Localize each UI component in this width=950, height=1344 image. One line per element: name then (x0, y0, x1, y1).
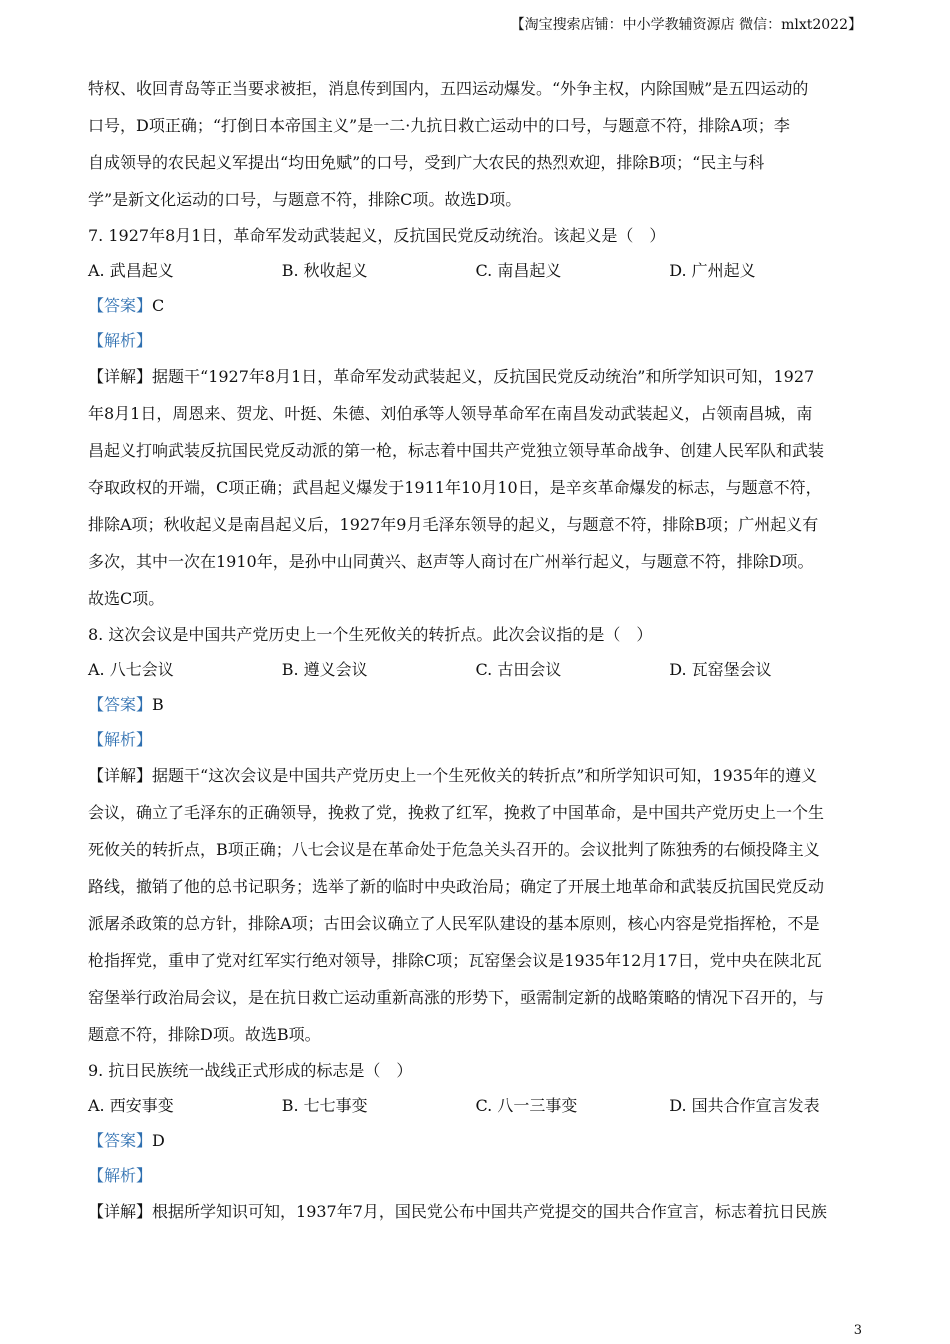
intro-line: 自成领导的农民起义军提出“均田免赋”的口号，受到广大农民的热烈欢迎，排除B项；“民主与科 (88, 153, 765, 172)
detail-line: 派屠杀政策的总方针，排除A项；古田会议确立了人民军队建设的基本原则，核心内容是党指挥枪，不是 (88, 914, 820, 933)
intro-line: 学”是新文化运动的口号，与题意不符，排除C项。故选D项。 (88, 190, 522, 209)
options-row (88, 652, 863, 687)
detail-label: 【详解】 (88, 766, 153, 785)
option-b: B. 秋收起义 (281, 261, 368, 280)
detail-text: 据题干“这次会议是中国共产党历史上一个生死攸关的转折点”和所学知识可知，1935年的遵义 (152, 766, 818, 785)
option-b: B. 遵义会议 (281, 660, 368, 679)
intro-paragraph (88, 70, 863, 218)
detail-line: 多次，其中一次在1910年，是孙中山同黄兴、赵声等人商讨在广州举行起义，与题意不符，排除D项。 (88, 552, 814, 571)
question-8 (88, 617, 863, 1053)
option-c: C. 八一三事变 (475, 1096, 578, 1115)
detail-line: 枪指挥党，重申了党对红军实行绝对领导，排除C项；瓦窑堡会议是1935年12月17日，党中央在陕北瓦 (88, 951, 822, 970)
detail-text: 据题干“1927年8月1日，革命军发动武装起义，反抗国民党反动统治”和所学知识可知，1927 (152, 367, 815, 386)
answer-value: D (152, 1131, 165, 1150)
option-d: D. 广州起义 (669, 261, 756, 280)
detail-line: 夺取政权的开端，C项正确；武昌起义爆发于1911年10月10日，是辛亥革命爆发的标志，与题意不符， (88, 478, 822, 497)
document-body (88, 70, 863, 1230)
detail-line: 故选C项。 (88, 589, 165, 608)
option-d: D. 瓦窑堡会议 (669, 660, 772, 679)
header-watermark-note: 【淘宝搜索店铺：中小学教辅资源店 微信：mlxt2022】 (510, 17, 862, 33)
answer-line (88, 687, 863, 722)
question-7 (88, 218, 863, 617)
detail-line: 年8月1日，周恩来、贺龙、叶挺、朱德、刘伯承等人领导革命军在南昌发动武装起义，占领南昌城，南 (88, 404, 813, 423)
detail-line (88, 1193, 863, 1230)
detail-line: 窑堡举行政治局会议，是在抗日救亡运动重新高涨的形势下，亟需制定新的战略策略的情况下召开的，与 (88, 988, 825, 1007)
detail-label: 【详解】 (88, 367, 153, 386)
detail-line: 会议，确立了毛泽东的正确领导，挽救了党，挽救了红军，挽救了中国革命，是中国共产党历史上一个生 (88, 803, 825, 822)
detail-label: 【详解】 (88, 1202, 153, 1221)
detail-line: 题意不符，排除D项。故选B项。 (88, 1025, 321, 1044)
answer-value: C (152, 296, 165, 315)
detail-line (88, 757, 863, 794)
option-a: A. 武昌起义 (88, 261, 174, 280)
question-stem: 9. 抗日民族统一战线正式形成的标志是（ ） (88, 1061, 413, 1080)
option-b: B. 七七事变 (281, 1096, 368, 1115)
option-c: C. 古田会议 (475, 660, 562, 679)
answer-value: B (152, 695, 164, 714)
option-a: A. 西安事变 (88, 1096, 174, 1115)
option-d: D. 国共合作宣言发表 (669, 1096, 820, 1115)
detail-text: 根据所学知识可知，1937年7月，国民党公布中国共产党提交的国共合作宣言，标志着抗日民族 (152, 1202, 827, 1221)
analysis-label: 【解析】 (88, 331, 153, 350)
page-number: 3 (853, 1323, 862, 1338)
intro-line: 口号，D项正确；“打倒日本帝国主义”是一二·九抗日救亡运动中的口号，与题意不符，排除A项；李 (88, 116, 790, 135)
options-row (88, 253, 863, 288)
answer-label: 【答案】 (88, 695, 153, 714)
answer-line (88, 288, 863, 323)
option-a: A. 八七会议 (88, 660, 174, 679)
question-stem: 8. 这次会议是中国共产党历史上一个生死攸关的转折点。此次会议指的是（ ） (88, 625, 653, 644)
analysis-label: 【解析】 (88, 730, 153, 749)
analysis-label: 【解析】 (88, 1166, 153, 1185)
question-9 (88, 1053, 863, 1230)
option-c: C. 南昌起义 (475, 261, 562, 280)
detail-line (88, 358, 863, 395)
options-row (88, 1088, 863, 1123)
detail-line: 路线，撤销了他的总书记职务；选举了新的临时中央政治局；确定了开展土地革命和武装反抗国民党反动 (88, 877, 825, 896)
detail-line: 死攸关的转折点，B项正确；八七会议是在革命处于危急关头召开的。会议批判了陈独秀的右倾投降主义 (88, 840, 820, 859)
question-stem: 7. 1927年8月1日，革命军发动武装起义，反抗国民党反动统治。该起义是（ ） (88, 226, 666, 245)
answer-label: 【答案】 (88, 296, 153, 315)
intro-line: 特权、收回青岛等正当要求被拒，消息传到国内，五四运动爆发。“外争主权，内除国贼”是五四运动的 (88, 79, 809, 98)
detail-line: 排除A项；秋收起义是南昌起义后，1927年9月毛泽东领导的起义，与题意不符，排除B项；广州起义有 (88, 515, 819, 534)
answer-line (88, 1123, 863, 1158)
answer-label: 【答案】 (88, 1131, 153, 1150)
detail-line: 昌起义打响武装反抗国民党反动派的第一枪，标志着中国共产党独立领导革命战争、创建人民军队和武装 (88, 441, 825, 460)
